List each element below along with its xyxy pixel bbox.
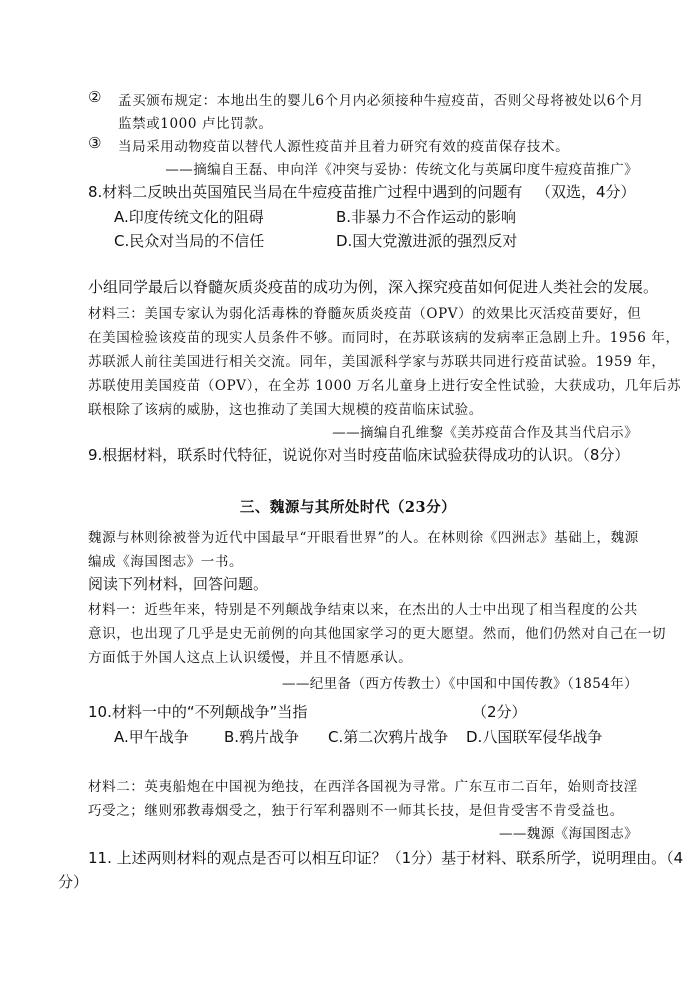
section-intro-line: 编成《海国图志》一书。 (88, 554, 244, 570)
option-b: B.非暴力不合作运动的影响 (336, 208, 517, 226)
question-11: 11. 上述两则材料的观点是否可以相互印证？（1分）基于材料、联系所学，说明理由。（4 (88, 849, 684, 867)
source-citation: ——摘编自孔维黎《美苏疫苗合作及其当代启示》 (332, 425, 638, 441)
item-number: ③ (88, 134, 102, 152)
question-10-score: （2分） (472, 703, 527, 721)
option-d: D.国大党激进派的强烈反对 (336, 232, 518, 250)
question-8-score: （双选，4分） (536, 183, 636, 201)
material-line: 苏联派人前往美国进行相关交流。同年，美国派科学家与苏联共同进行疫苗试验。1959 年， (88, 354, 666, 370)
source-citation: ——魏源《海国图志》 (499, 826, 638, 842)
option-c: C.第二次鸦片战争 (328, 728, 449, 746)
source-citation: ——摘编自王磊、申向洋《冲突与妥协：传统文化与英属印度牛痘疫苗推广》 (165, 162, 638, 178)
question-8: 8.材料二反映出英国殖民当局在牛痘疫苗推广过程中遇到的问题有 (88, 183, 523, 201)
option-c: C.民众对当局的不信任 (114, 232, 265, 250)
section-title: 三、魏源与其所处时代（23分） (239, 499, 457, 516)
material-line: 监禁或1000 卢比罚款。 (118, 116, 273, 132)
material-line: 当局采用动物疫苗以替代人源性疫苗并且着力研究有效的疫苗保存技术。 (118, 139, 570, 155)
option-a: A.印度传统文化的阻碍 (114, 208, 264, 226)
option-a: A.甲午战争 (114, 728, 189, 746)
question-10: 10.材料一中的“不列颠战争”当指 (88, 703, 308, 721)
section-intro-line: 魏源与林则徐被誉为近代中国最早“开眼看世界”的人。在林则徐《四洲志》基础上，魏源 (88, 530, 639, 546)
source-citation: ——纪里备（西方传教士）《中国和中国传教》（1854年） (281, 676, 638, 692)
material-line: 材料二：英夷船炮在中国视为绝技，在西洋各国视为寻常。广东互市二百年，始则奇技淫 (88, 779, 638, 795)
material-line: 孟买颁布规定：本地出生的婴儿6个月内必须接种牛痘疫苗，否则父母将被处以6个月 (118, 93, 644, 109)
option-d: D.八国联军侵华战争 (466, 728, 603, 746)
material-line: 材料三：美国专家认为弱化活毒株的脊髓灰质炎疫苗（OPV）的效果比灭活疫苗要好，但 (88, 306, 642, 322)
read-instruction: 阅读下列材料，回答问题。 (88, 575, 269, 593)
item-number: ② (88, 88, 102, 106)
material-line: 材料一：近些年来，特别是不列颠战争结束以来，在杰出的人士中出现了相当程度的公共 (88, 602, 638, 618)
material-line: 意识，也出现了几乎是史无前例的向其他国家学习的更大愿望。然而，他们仍然对自己在一切 (88, 626, 667, 642)
material-line: 在美国检验该疫苗的现实人员条件不够。而同时，在苏联该病的发病率正急剧上升。1956 年， (88, 330, 680, 346)
intro-paragraph: 小组同学最后以脊髓灰质炎疫苗的成功为例，深入探究疫苗如何促进人类社会的发展。 (88, 278, 659, 296)
material-line: 苏联使用美国疫苗（OPV），在全苏 1000 万名儿童身上进行安全性试验，大获成功，几年后苏 (88, 378, 682, 394)
option-b: B.鸦片战争 (224, 728, 300, 746)
question-11-cont: 分） (58, 873, 89, 891)
material-line: 方面低于外国人这点上认识缓慢，并且不情愿承认。 (88, 650, 413, 666)
question-9: 9.根据材料，联系时代特征，说说你对当时疫苗临床试验获得成功的认识。（8分） (88, 446, 630, 464)
material-line: 巧受之；继则邪教毒烟受之，独于行军利器则不一师其长技，是但肯受害不肯受益也。 (88, 803, 624, 819)
material-line: 联根除了该病的威胁，这也推动了美国大规模的疫苗临床试验。 (88, 402, 483, 418)
